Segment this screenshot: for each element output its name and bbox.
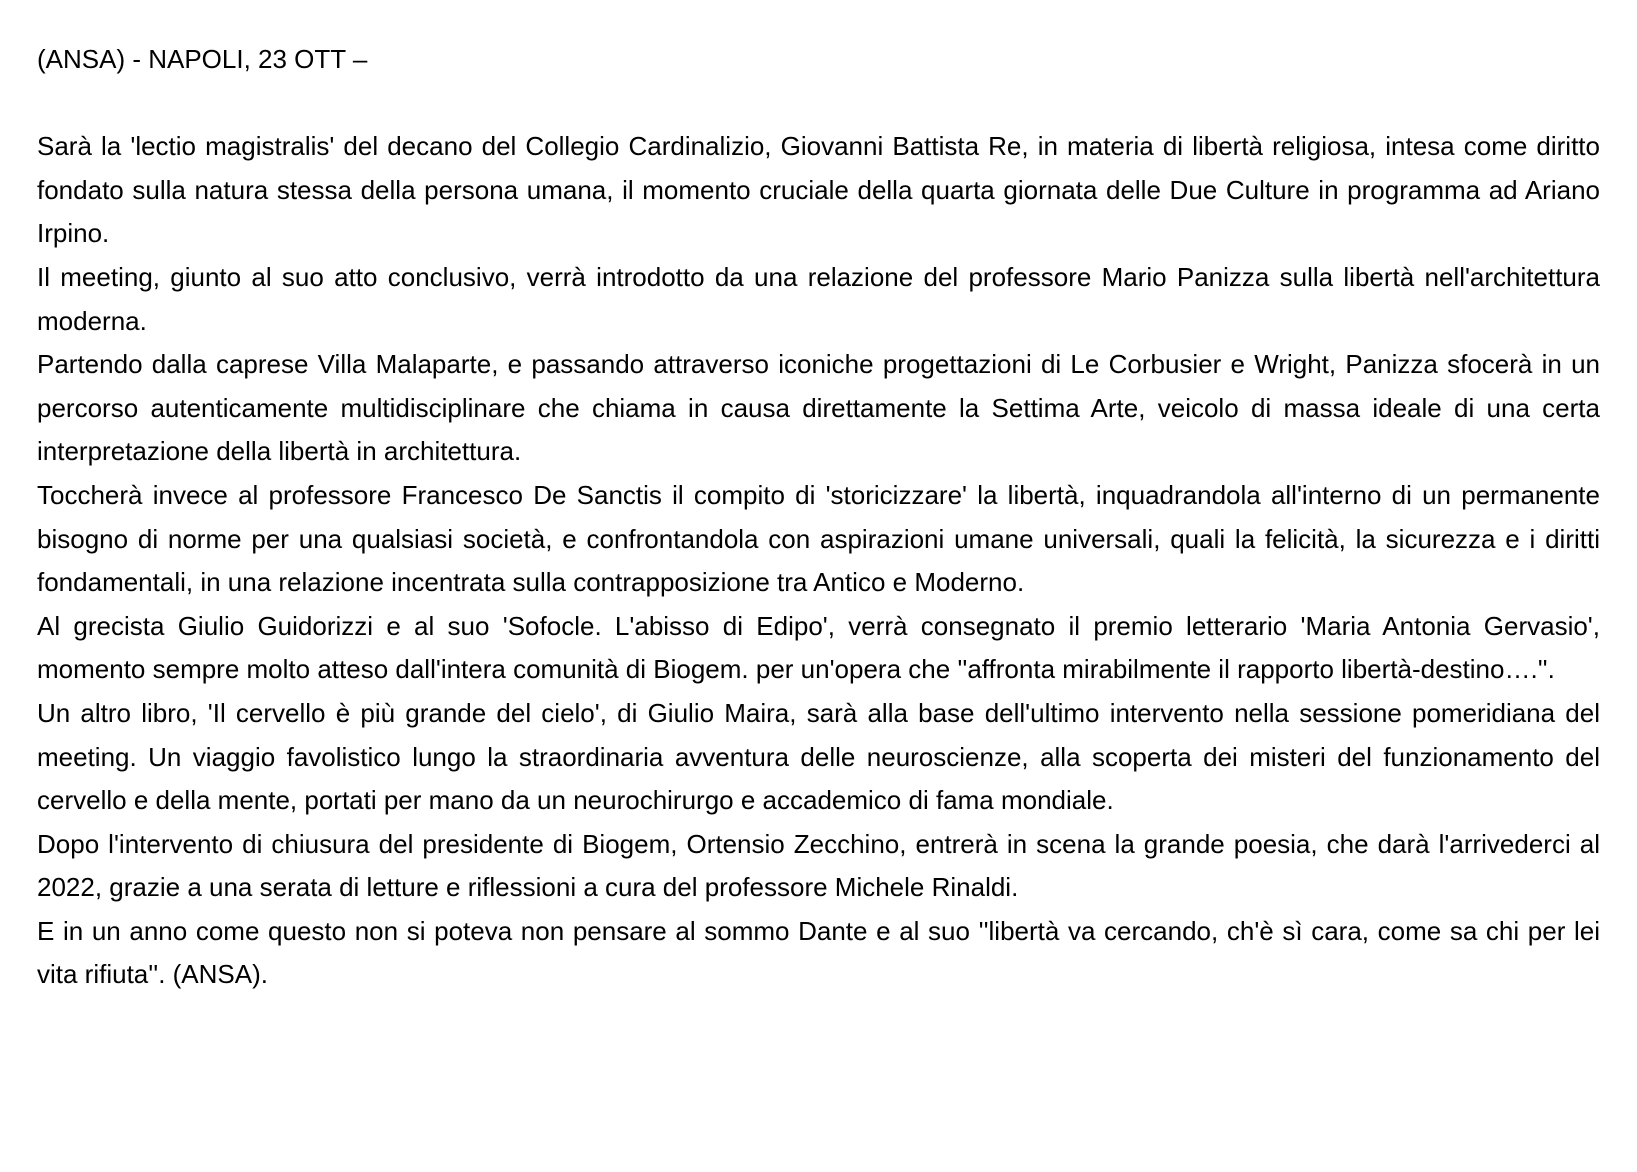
dateline: (ANSA) - NAPOLI, 23 OTT – — [37, 44, 368, 74]
paragraph-zecchino: Dopo l'intervento di chiusura del presidente di Biogem, Ortensio Zecchino, entrerà in scena la grande poesia, che darà l'arrivederci al 2022, grazie a una serata di letture e riflessioni a cura del professore Michele Rinaldi. — [37, 828, 1600, 903]
paragraph-dante: E in un anno come questo non si poteva non pensare al sommo Dante e al suo ''libertà va cercando, ch'è sì cara, come sa chi per lei vita rifiuta''. (ANSA). — [37, 915, 1600, 990]
paragraph-maira: Un altro libro, 'Il cervello è più grande del cielo', di Giulio Maira, sarà alla base dell'ultimo intervento nella sessione pomeridiana del meeting. Un viaggio favolistico lungo la straordinaria avventura delle neuroscienze, alla scoperta dei misteri del funzionamento del cervello e della mente, portati per mano da un neurochirurgo e accademico di fama mondiale. — [37, 697, 1600, 816]
paragraph-lectio: Sarà la 'lectio magistralis' del decano del Collegio Cardinalizio, Giovanni Battista Re, in materia di libertà religiosa, intesa come diritto fondato sulla natura stessa della persona umana, il momento cruciale della quarta giornata delle Due Culture in programma ad Ariano Irpino. — [37, 131, 1600, 249]
paragraph-de-sanctis: Toccherà invece al professore Francesco De Sanctis il compito di 'storicizzare' la libertà, inquadrandola all'interno di un permanente bisogno di norme per una qualsiasi società, e confrontandola con aspirazioni umane universali, quali la felicità, la sicurezza e i diritti fondamentali, in una relazione incentrata sulla contrapposizione tra Antico e Moderno. — [37, 479, 1600, 598]
blank-line — [37, 82, 1600, 126]
paragraph-guidorizzi: Al grecista Giulio Guidorizzi e al suo 'Sofocle. L'abisso di Edipo', verrà consegnato il premio letterario 'Maria Antonia Gervasio', momento sempre molto atteso dall'intera comunità di Biogem. per un'opera che ''affronta mirabilmente il rapporto libertà-destino….''. — [37, 610, 1600, 685]
paragraph-panizza: Partendo dalla caprese Villa Malaparte, e passando attraverso iconiche progettazioni di Le Corbusier e Wright, Panizza sfocerà in un percorso autenticamente multidisciplinare che chiama in causa direttamente la Settima Arte, veicolo di massa ideale di una certa interpretazione della libertà in architettura. — [37, 349, 1600, 467]
article-document — [37, 38, 1600, 997]
paragraph-meeting: Il meeting, giunto al suo atto conclusivo, verrà introdotto da una relazione del professore Mario Panizza sulla libertà nell'architettura moderna. — [37, 261, 1600, 336]
